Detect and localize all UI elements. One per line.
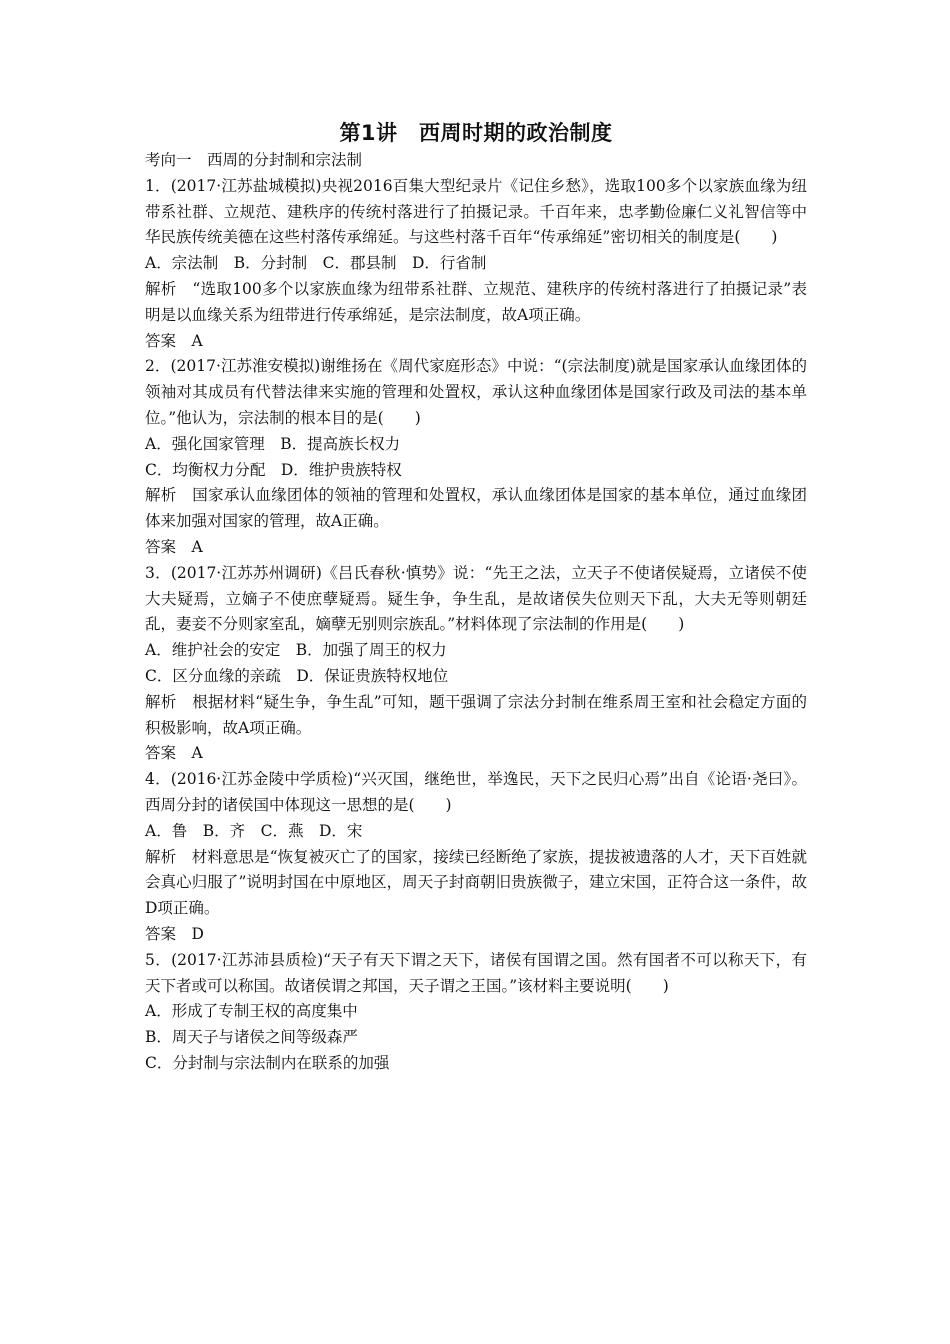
question-options: A．鲁 B．齐 C．燕 D．宋 (145, 821, 363, 840)
question-options: A．强化国家管理 B．提高族长权力 (145, 434, 401, 453)
question-1 (145, 174, 807, 355)
question-options: A．形成了专制王权的高度集中 (145, 1002, 358, 1021)
question-answer: 答案 A (145, 331, 203, 350)
question-options: C．均衡权力分配 D．维护贵族特权 (145, 460, 402, 479)
question-options: B．周天子与诸侯之间等级森严 (145, 1028, 358, 1047)
section-heading: 考向一 西周的分封制和宗法制 (145, 151, 363, 169)
question-answer: 答案 D (145, 924, 204, 943)
question-5 (145, 948, 807, 1077)
question-stem: 3．(2017·江苏苏州调研)《吕氏春秋·慎势》说：“先王之法，立天子不使诸侯疑焉，立诸侯不使大夫疑焉，立嫡子不使庶孽疑焉。疑生争，争生乱，是故诸侯失位则天下乱，大夫无等则朝廷乱，妻妾不分则家室乱，嫡孽无别则宗族乱。”材料体现了宗法制的作用是( ) (145, 563, 807, 634)
question-stem: 1．(2017·江苏盐城模拟)央视2016百集大型纪录片《记住乡愁》，选取100多个以家族血缘为纽带系社群、立规范、建秩序的传统村落进行了拍摄记录。千百年来，忠孝勤俭廉仁义礼智信等中华民族传统美德在这些村落传承绵延。与这些村落千百年“传承绵延”密切相关的制度是( ) (145, 176, 807, 247)
question-analysis: 解析 根据材料“疑生争，争生乱”可知，题干强调了宗法分封制在维系周王室和社会稳定方面的积极影响，故A项正确。 (145, 692, 807, 737)
question-4 (145, 767, 807, 948)
question-stem: 2．(2017·江苏淮安模拟)谢维扬在《周代家庭形态》中说：“(宗法制度)就是国家承认血缘团体的领袖对其成员有代替法律来实施的管理和处置权，承认这种血缘团体是国家行政及司法的基本单位。”他认为，宗法制的根本目的是( ) (145, 357, 807, 427)
question-options: C．分封制与宗法制内在联系的加强 (145, 1053, 390, 1072)
question-options: A．维护社会的安定 B．加强了周王的权力 (145, 641, 447, 660)
question-analysis: 解析 国家承认血缘团体的领袖的管理和处置权，承认血缘团体是国家的基本单位，通过血缘团体来加强对国家的管理，故A正确。 (145, 486, 807, 531)
page-title: 第1讲 西周时期的政治制度 (339, 121, 613, 145)
document-page (145, 118, 807, 1077)
question-options: C．区分血缘的亲疏 D．保证贵族特权地位 (145, 666, 449, 685)
question-answer: 答案 A (145, 537, 203, 556)
question-options: A．宗法制 B．分封制 C．郡县制 D．行省制 (145, 254, 487, 273)
question-stem: 5．(2017·江苏沛县质检)“天子有天下谓之天下，诸侯有国谓之国。然有国者不可以称天下，有天下者或可以称国。故诸侯谓之邦国，天子谓之王国。”该材料主要说明( ) (145, 950, 807, 995)
question-analysis: 解析 “选取100多个以家族血缘为纽带系社群、立规范、建秩序的传统村落进行了拍摄记录”表明是以血缘关系为纽带进行传承绵延，是宗法制度，故A项正确。 (145, 279, 807, 324)
question-analysis: 解析 材料意思是“恢复被灭亡了的国家，接续已经断绝了家族，提拔被遗落的人才，天下百姓就会真心归服了”说明封国在中原地区，周天子封商朝旧贵族微子，建立宋国，正符合这一条件，故D项正确。 (145, 847, 807, 918)
question-3 (145, 561, 807, 767)
question-2 (145, 354, 807, 560)
question-stem: 4．(2016·江苏金陵中学质检)“兴灭国，继绝世，举逸民，天下之民归心焉”出自《论语·尧曰》。西周分封的诸侯国中体现这一思想的是( ) (145, 770, 807, 814)
question-answer: 答案 A (145, 744, 203, 763)
